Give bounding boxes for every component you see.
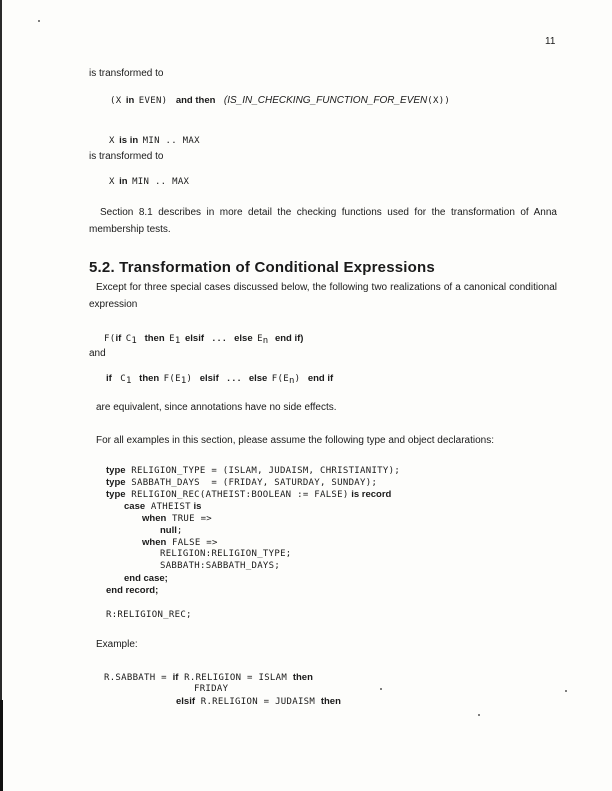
- code-line: FRIDAY: [194, 684, 229, 694]
- code-line: end case;: [124, 573, 168, 584]
- code-line: end record;: [106, 585, 159, 596]
- code-line: RELIGION:RELIGION_TYPE;: [160, 549, 292, 559]
- section-intro-paragraph: Except for three special cases discussed below, the following two realizations of a canonical conditional expression: [89, 282, 557, 310]
- page-left-edge: [0, 0, 2, 791]
- code-line: when TRUE =>: [142, 513, 213, 524]
- example-label: Example:: [96, 639, 138, 650]
- code-line: null;: [160, 525, 183, 536]
- even-example: (X in EVEN) and then (IS_IN_CHECKING_FUNCTION_FOR_EVEN(X)): [110, 95, 451, 106]
- scan-speck: [380, 688, 382, 690]
- and-text: and: [89, 348, 106, 359]
- code-line: R:RELIGION_REC;: [106, 610, 192, 620]
- code-line: when FALSE =>: [142, 537, 218, 548]
- conditional-expression-1: F(if $C_1$ then $E_1$ elsif . . . else $E_n$ end if): [104, 333, 304, 346]
- code-line: type RELIGION_TYPE = (ISLAM, JUDAISM, CHRISTIANITY);: [106, 465, 401, 476]
- transformed-to-text: is transformed to: [89, 68, 164, 79]
- transformed-to-text: is transformed to: [89, 151, 164, 162]
- code-line: case ATHEIST is: [124, 501, 202, 512]
- code-line: R.SABBATH = if R.RELIGION = ISLAM then: [104, 672, 313, 683]
- code-line: SABBATH:SABBATH_DAYS;: [160, 561, 281, 571]
- section-heading: 5.2. Transformation of Conditional Expressions: [89, 259, 435, 276]
- code-line: type RELIGION_REC(ATHEIST:BOOLEAN := FALSE) is record: [106, 489, 392, 500]
- scan-speck: [565, 690, 567, 692]
- conditional-expression-2: if $C_1$ then $F(E_1)$ elsif . . . else $F(E_n)$ end if: [106, 373, 334, 386]
- page-number: 11: [545, 36, 556, 47]
- assume-text: For all examples in this section, please assume the following type and object declarations:: [96, 435, 494, 446]
- code-line: elsif R.RELIGION = JUDAISM then: [176, 696, 341, 707]
- code-line: type SABBATH_DAYS = (FRIDAY, SATURDAY, SUNDAY);: [106, 477, 378, 488]
- scan-speck: [38, 20, 40, 22]
- section-reference-paragraph: Section 8.1 describes in more detail the checking functions used for the transformation of Anna membership tests.: [89, 207, 557, 235]
- scan-speck: [478, 714, 480, 716]
- equivalent-text: are equivalent, since annotations have no side effects.: [96, 402, 337, 413]
- membership-example: X is in MIN .. MAX: [109, 135, 200, 146]
- membership-result: X in MIN .. MAX: [109, 176, 190, 187]
- page-binding-shadow: [0, 700, 3, 791]
